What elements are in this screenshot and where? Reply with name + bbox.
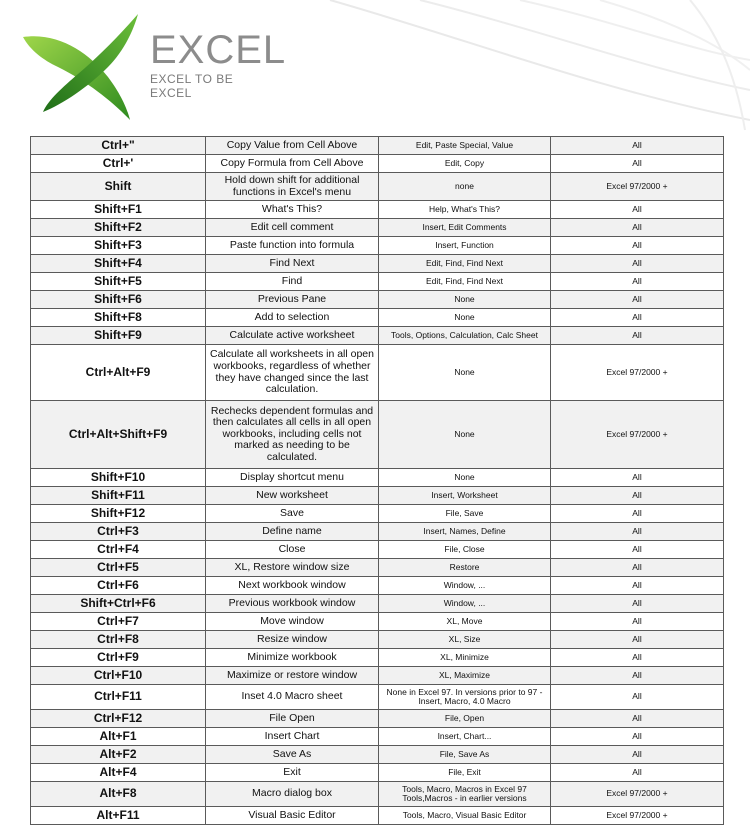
shortcut-key-cell: Ctrl+F5	[31, 559, 206, 577]
version-cell: All	[551, 155, 724, 173]
table-row	[31, 345, 724, 401]
menu-path-cell: none	[379, 173, 551, 201]
shortcut-key-cell: Shift+F10	[31, 469, 206, 487]
logo-title: EXCEL	[150, 28, 287, 72]
menu-path-cell: Edit, Find, Find Next	[379, 255, 551, 273]
shortcut-key-cell: Shift+F1	[31, 201, 206, 219]
version-cell: All	[551, 595, 724, 613]
table-row	[31, 469, 724, 487]
version-cell: All	[551, 137, 724, 155]
description-cell: Copy Formula from Cell Above	[206, 155, 379, 173]
x-logo-icon	[18, 12, 158, 122]
version-cell: All	[551, 649, 724, 667]
description-cell: Define name	[206, 523, 379, 541]
version-cell: All	[551, 559, 724, 577]
description-cell: XL, Restore window size	[206, 559, 379, 577]
menu-path-cell: Insert, Function	[379, 237, 551, 255]
shortcut-key-cell: Ctrl+F7	[31, 613, 206, 631]
shortcut-key-cell: Shift+Ctrl+F6	[31, 595, 206, 613]
version-cell: All	[551, 255, 724, 273]
table-row	[31, 523, 724, 541]
table-row	[31, 728, 724, 746]
shortcut-key-cell: Shift+F3	[31, 237, 206, 255]
shortcut-table-container	[30, 136, 723, 825]
logo-subtitle: EXCEL TO BE EXCEL	[150, 72, 234, 100]
version-cell: Excel 97/2000 +	[551, 807, 724, 825]
menu-path-cell: Help, What's This?	[379, 201, 551, 219]
shortcut-table	[30, 136, 724, 825]
table-row	[31, 631, 724, 649]
excel-logo	[18, 12, 287, 122]
description-cell: Save	[206, 505, 379, 523]
table-row	[31, 327, 724, 345]
version-cell: All	[551, 523, 724, 541]
menu-path-cell: Insert, Edit Comments	[379, 219, 551, 237]
table-row	[31, 649, 724, 667]
menu-path-cell: Tools, Macro, Macros in Excel 97 Tools,Macros - in earlier versions	[379, 782, 551, 807]
description-cell: Inset 4.0 Macro sheet	[206, 685, 379, 710]
menu-path-cell: File, Save	[379, 505, 551, 523]
table-row	[31, 541, 724, 559]
version-cell: All	[551, 746, 724, 764]
version-cell: All	[551, 577, 724, 595]
menu-path-cell: XL, Move	[379, 613, 551, 631]
table-row	[31, 595, 724, 613]
description-cell: Previous Pane	[206, 291, 379, 309]
menu-path-cell: Tools, Options, Calculation, Calc Sheet	[379, 327, 551, 345]
version-cell: All	[551, 327, 724, 345]
description-cell: What's This?	[206, 201, 379, 219]
table-row	[31, 201, 724, 219]
version-cell: All	[551, 613, 724, 631]
version-cell: All	[551, 541, 724, 559]
table-row	[31, 710, 724, 728]
shortcut-key-cell: Shift+F5	[31, 273, 206, 291]
shortcut-key-cell: Ctrl+Alt+F9	[31, 345, 206, 401]
menu-path-cell: XL, Minimize	[379, 649, 551, 667]
table-row	[31, 155, 724, 173]
shortcut-key-cell: Ctrl+"	[31, 137, 206, 155]
menu-path-cell: Insert, Worksheet	[379, 487, 551, 505]
description-cell: Copy Value from Cell Above	[206, 137, 379, 155]
shortcut-key-cell: Shift+F6	[31, 291, 206, 309]
version-cell: All	[551, 469, 724, 487]
table-row	[31, 273, 724, 291]
shortcut-key-cell: Ctrl+F10	[31, 667, 206, 685]
shortcut-key-cell: Ctrl+F4	[31, 541, 206, 559]
version-cell: All	[551, 728, 724, 746]
table-row	[31, 173, 724, 201]
menu-path-cell: Window, ...	[379, 577, 551, 595]
table-row	[31, 137, 724, 155]
description-cell: Find	[206, 273, 379, 291]
menu-path-cell: Edit, Copy	[379, 155, 551, 173]
table-row	[31, 219, 724, 237]
description-cell: Close	[206, 541, 379, 559]
version-cell: Excel 97/2000 +	[551, 345, 724, 401]
shortcut-key-cell: Shift+F4	[31, 255, 206, 273]
version-cell: All	[551, 237, 724, 255]
shortcut-key-cell: Ctrl+'	[31, 155, 206, 173]
description-cell: Display shortcut menu	[206, 469, 379, 487]
description-cell: Next workbook window	[206, 577, 379, 595]
description-cell: Minimize workbook	[206, 649, 379, 667]
version-cell: All	[551, 273, 724, 291]
menu-path-cell: None	[379, 345, 551, 401]
menu-path-cell: Restore	[379, 559, 551, 577]
table-row	[31, 746, 724, 764]
menu-path-cell: Tools, Macro, Visual Basic Editor	[379, 807, 551, 825]
menu-path-cell: Window, ...	[379, 595, 551, 613]
table-row	[31, 764, 724, 782]
shortcut-key-cell: Shift+F2	[31, 219, 206, 237]
menu-path-cell: None	[379, 401, 551, 469]
version-cell: All	[551, 710, 724, 728]
description-cell: Edit cell comment	[206, 219, 379, 237]
table-row	[31, 667, 724, 685]
shortcut-key-cell: Shift+F9	[31, 327, 206, 345]
shortcut-key-cell: Alt+F11	[31, 807, 206, 825]
shortcut-key-cell: Alt+F1	[31, 728, 206, 746]
version-cell: All	[551, 309, 724, 327]
description-cell: Add to selection	[206, 309, 379, 327]
description-cell: Paste function into formula	[206, 237, 379, 255]
shortcut-key-cell: Shift+F8	[31, 309, 206, 327]
table-row	[31, 505, 724, 523]
menu-path-cell: File, Close	[379, 541, 551, 559]
menu-path-cell: File, Open	[379, 710, 551, 728]
version-cell: Excel 97/2000 +	[551, 782, 724, 807]
menu-path-cell: XL, Size	[379, 631, 551, 649]
description-cell: Resize window	[206, 631, 379, 649]
menu-path-cell: Insert, Chart...	[379, 728, 551, 746]
version-cell: All	[551, 764, 724, 782]
version-cell: All	[551, 667, 724, 685]
shortcut-key-cell: Alt+F8	[31, 782, 206, 807]
version-cell: All	[551, 631, 724, 649]
menu-path-cell: None	[379, 309, 551, 327]
menu-path-cell: File, Exit	[379, 764, 551, 782]
table-row	[31, 487, 724, 505]
menu-path-cell: Edit, Find, Find Next	[379, 273, 551, 291]
version-cell: Excel 97/2000 +	[551, 401, 724, 469]
table-row	[31, 237, 724, 255]
shortcut-key-cell: Alt+F4	[31, 764, 206, 782]
shortcut-key-cell: Ctrl+F9	[31, 649, 206, 667]
description-cell: Rechecks dependent formulas and then calculates all cells in all open workbooks, including cells not marked as needing to be calculated.	[206, 401, 379, 469]
description-cell: Exit	[206, 764, 379, 782]
shortcut-key-cell: Ctrl+F8	[31, 631, 206, 649]
description-cell: Previous workbook window	[206, 595, 379, 613]
table-row	[31, 613, 724, 631]
table-row	[31, 401, 724, 469]
shortcut-key-cell: Ctrl+Alt+Shift+F9	[31, 401, 206, 469]
version-cell: All	[551, 201, 724, 219]
table-row	[31, 559, 724, 577]
version-cell: All	[551, 291, 724, 309]
table-row	[31, 309, 724, 327]
table-row	[31, 807, 724, 825]
description-cell: Hold down shift for additional functions in Excel's menu	[206, 173, 379, 201]
shortcut-key-cell: Ctrl+F12	[31, 710, 206, 728]
description-cell: Move window	[206, 613, 379, 631]
table-row	[31, 782, 724, 807]
description-cell: Macro dialog box	[206, 782, 379, 807]
shortcut-key-cell: Alt+F2	[31, 746, 206, 764]
menu-path-cell: File, Save As	[379, 746, 551, 764]
shortcut-table-body	[31, 137, 724, 825]
menu-path-cell: Insert, Names, Define	[379, 523, 551, 541]
shortcut-key-cell: Shift+F12	[31, 505, 206, 523]
description-cell: New worksheet	[206, 487, 379, 505]
menu-path-cell: XL, Maximize	[379, 667, 551, 685]
shortcut-key-cell: Ctrl+F6	[31, 577, 206, 595]
menu-path-cell: Edit, Paste Special, Value	[379, 137, 551, 155]
description-cell: Calculate active worksheet	[206, 327, 379, 345]
shortcut-key-cell: Ctrl+F11	[31, 685, 206, 710]
description-cell: Calculate all worksheets in all open workbooks, regardless of whether they have changed since the last calculation.	[206, 345, 379, 401]
version-cell: All	[551, 219, 724, 237]
version-cell: All	[551, 685, 724, 710]
shortcut-key-cell: Ctrl+F3	[31, 523, 206, 541]
table-row	[31, 577, 724, 595]
table-row	[31, 685, 724, 710]
table-row	[31, 291, 724, 309]
table-row	[31, 255, 724, 273]
version-cell: Excel 97/2000 +	[551, 173, 724, 201]
menu-path-cell: None in Excel 97. In versions prior to 97 - Insert, Macro, 4.0 Macro	[379, 685, 551, 710]
description-cell: Save As	[206, 746, 379, 764]
description-cell: File Open	[206, 710, 379, 728]
version-cell: All	[551, 505, 724, 523]
description-cell: Insert Chart	[206, 728, 379, 746]
shortcut-key-cell: Shift	[31, 173, 206, 201]
shortcut-key-cell: Shift+F11	[31, 487, 206, 505]
description-cell: Maximize or restore window	[206, 667, 379, 685]
description-cell: Find Next	[206, 255, 379, 273]
menu-path-cell: None	[379, 469, 551, 487]
version-cell: All	[551, 487, 724, 505]
menu-path-cell: None	[379, 291, 551, 309]
description-cell: Visual Basic Editor	[206, 807, 379, 825]
